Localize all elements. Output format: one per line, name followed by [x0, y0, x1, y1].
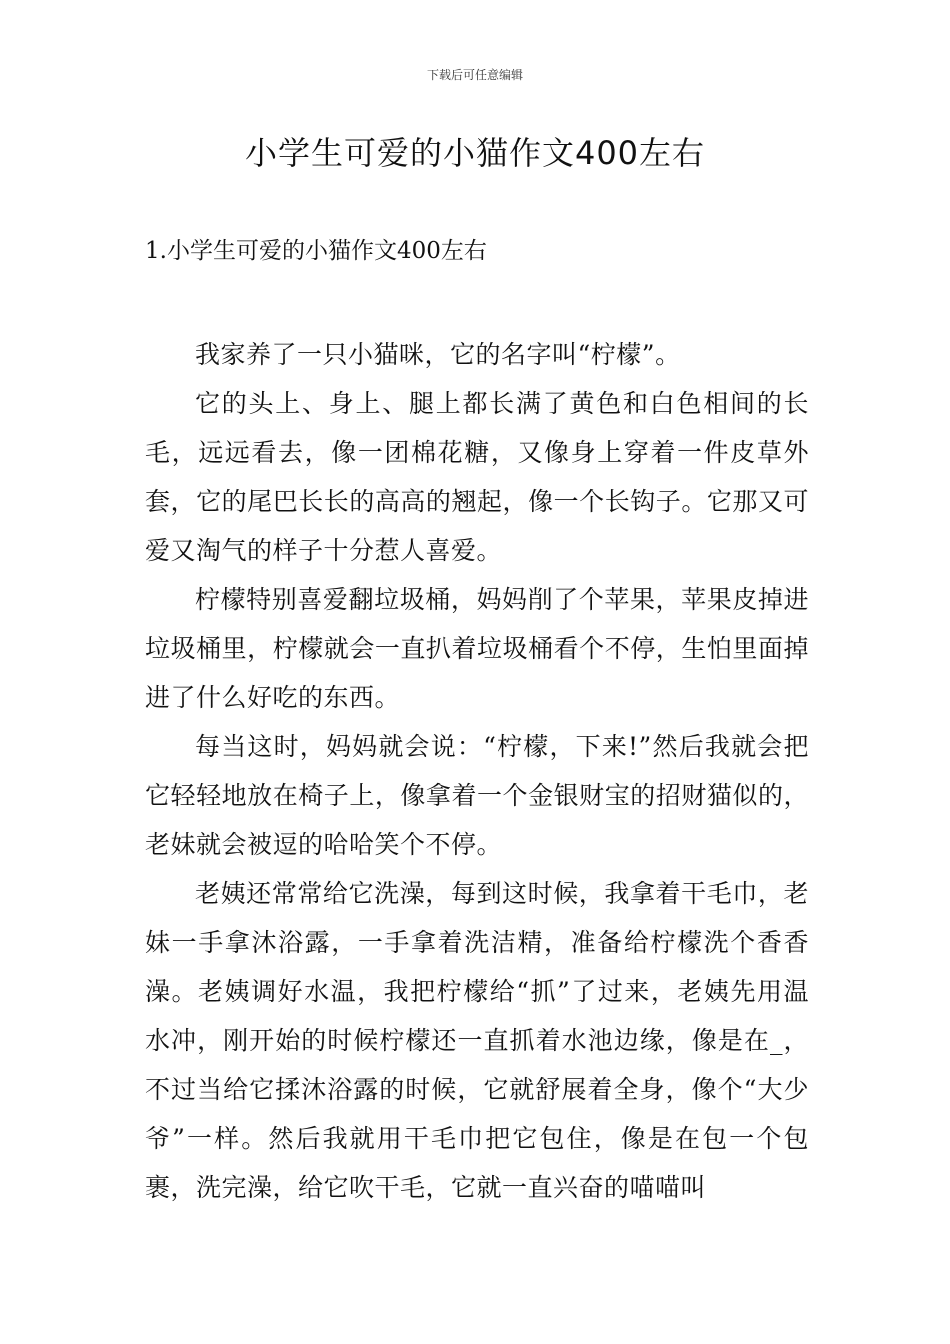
paragraph: 我家养了一只小猫咪，它的名字叫“柠檬”。 [195, 340, 681, 369]
paragraph: 它的头上、身上、腿上都长满了黄色和白色相间的长毛，远远看去，像一团棉花糖，又像身上穿着一件皮草外套，它的尾巴长长的高高的翘起，像一个长钩子。它那又可爱又淘气的样子十分惹人喜爱。 [145, 389, 809, 565]
paragraph: 每当这时，妈妈就会说：“柠檬，下来!”然后我就会把它轻轻地放在椅子上，像拿着一个金银财宝的招财猫似的，老妹就会被逗的哈哈笑个不停。 [145, 732, 809, 859]
header-note: 下载后可任意编辑 [426, 68, 523, 82]
section-heading: 1.小学生可爱的小猫作文400左右 [145, 238, 487, 264]
paragraph: 老姨还常常给它洗澡，每到这时候，我拿着干毛巾，老妹一手拿沐浴露，一手拿着洗洁精，准备给柠檬洗个香香澡。老姨调好水温，我把柠檬给“抓”了过来，老姨先用温水冲，刚开始的时候柠檬还一直抓着水池边缘，像是在_，不过当给它揉沐浴露的时候，它就舒展着全身，像个“大少爷”一样。然后我就用干毛巾把它包住，像是在包一个包裹，洗完澡，给它吹干毛，它就一直兴奋的喵喵叫 [145, 879, 809, 1202]
paragraph: 柠檬特别喜爱翻垃圾桶，妈妈削了个苹果，苹果皮掉进垃圾桶里，柠檬就会一直扒着垃圾桶看个不停，生怕里面掉进了什么好吃的东西。 [145, 585, 809, 712]
essay-body [145, 330, 809, 1212]
document-title: 小学生可爱的小猫作文400左右 [244, 134, 706, 172]
